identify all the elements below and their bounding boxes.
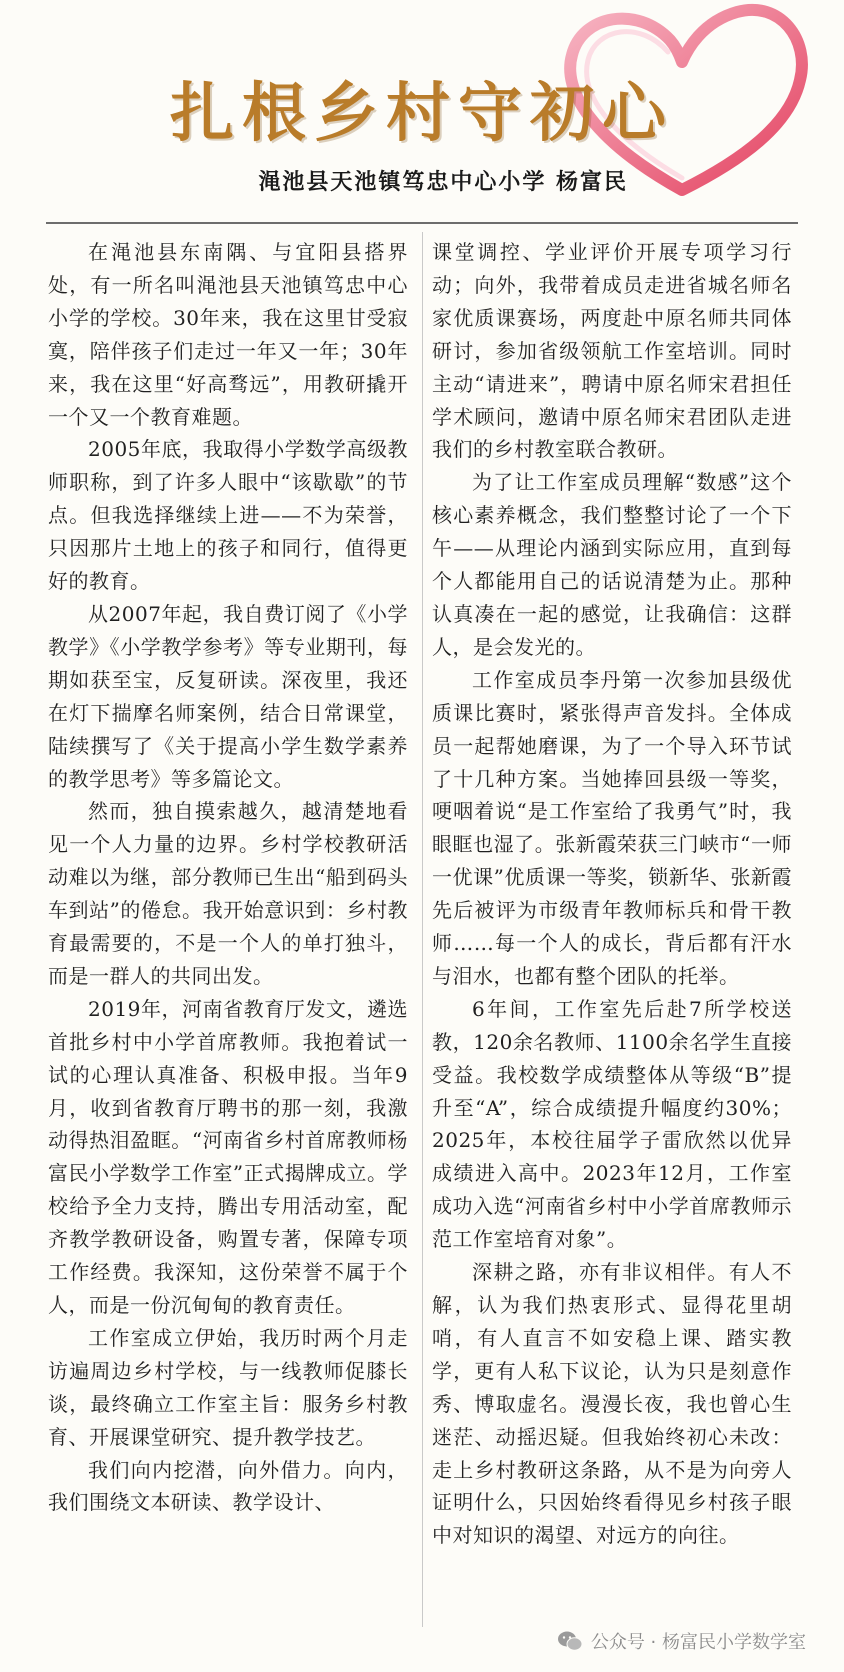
paragraph: 在渑池县东南隅、与宜阳县搭界处，有一所名叫渑池县天池镇笃忠中心小学的学校。30年来，我在这里甘受寂寞，陪伴孩子们走过一年又一年；30年来，我在这里“好高骛远”，用教研撬开一个又一个教育难题。 — [48, 240, 408, 429]
paragraph: 为了让工作室成员理解“数感”这个核心素养概念，我们整整讨论了一个下午——从理论内涵到实际应用，直到每个人都能用自己的话说清楚为止。那种认真凑在一起的感觉，让我确信：这群人，是会发光的。 — [432, 470, 792, 659]
paragraph: 工作室成立伊始，我历时两个月走访遍周边乡村学校，与一线教师促膝长谈，最终确立工作室主旨：服务乡村教育、开展课堂研究、提升教学技艺。 — [48, 1325, 408, 1449]
paragraph: 工作室成员李丹第一次参加县级优质课比赛时，紧张得声音发抖。全体成员一起帮她磨课，为了一个导入环节试了十几种方案。当她捧回县级一等奖，哽咽着说“是工作室给了我勇气”时，我眼眶也湿了。张新霞荣获三门峡市“一师一优课”优质课一等奖，锁新华、张新霞先后被评为市级青年教师标兵和骨干教师……每一个人的成长，背后都有汗水与泪水，也都有整个团队的托举。 — [432, 667, 792, 988]
paragraph-continued: 课堂调控、学业评价开展专项学习行动；向外，我带着成员走进省城名师名家优质课赛场，两度赴中原名师共同体研讨，参加省级领航工作室培训。同时主动“请进来”，聘请中原名师宋君担任学术顾问，邀请中原名师宋君团队走进我们的乡村教室联合教研。 — [432, 240, 792, 462]
paragraph: 2019年，河南省教育厅发文，遴选首批乡村中小学首席教师。我抱着试一试的心理认真准备、积极申报。当年9月，收到省教育厅聘书的那一刻，我激动得热泪盈眶。“河南省乡村首席教师杨富民小学数学工作室”正式揭牌成立。学校给予全力支持，腾出专用活动室，配齐教学教研设备，购置专著，保障专项工作经费。我深知，这份荣誉不属于个人，而是一份沉甸甸的教育责任。 — [48, 996, 408, 1317]
watermark-text: 公众号 · 杨富民小学数学室 — [590, 1632, 806, 1653]
paragraph: 2005年底，我取得小学数学高级教师职称，到了许多人眼中“该歇歇”的节点。但我选择继续上进——不为荣誉，只因那片土地上的孩子和同行，值得更好的教育。 — [48, 437, 408, 594]
paragraph: 深耕之路，亦有非议相伴。有人不解，认为我们热衷形式、显得花里胡哨，有人直言不如安稳上课、踏实教学，更有人私下议论，认为只是刻意作秀、博取虚名。漫漫长夜，我也曾心生迷茫、动摇迟疑。但我始终初心未改：走上乡村教研这条路，从不是为向旁人证明什么，只因始终看得见乡村孩子眼中对知识的渴望、对远方的向往。 — [432, 1260, 792, 1548]
article-title: 扎根乡村守初心 — [170, 77, 674, 151]
wechat-icon — [557, 1630, 583, 1652]
paragraph: 6年间，工作室先后赴7所学校送教，120余名教师、1100余名学生直接受益。我校数学成绩整体从等级“B”提升至“A”，综合成绩提升幅度约30%；2025年，本校往届学子雷欣然以优异成绩进入高中。2023年12月，工作室成功入选“河南省乡村中小学首席教师示范工作室培育对象”。 — [432, 996, 792, 1252]
watermark — [557, 1628, 806, 1654]
paragraph: 然而，独自摸索越久，越清楚地看见一个人力量的边界。乡村学校教研活动难以为继，部分教师已生出“船到码头车到站”的倦怠。我开始意识到：乡村教育最需要的，不是一个人的单打独斗，而是一群人的共同出发。 — [48, 799, 408, 988]
paragraph: 我们向内挖潜，向外借力。向内，我们围绕文本研读、教学设计、 — [48, 1457, 408, 1515]
column-divider — [422, 232, 423, 1627]
left-column — [48, 236, 408, 1519]
paragraph: 从2007年起，我自费订阅了《小学教学》《小学教学参考》等专业期刊，每期如获至宝，反复研读。深夜里，我还在灯下揣摩名师案例，结合日常课堂，陆续撰写了《关于提高小学生数学素养的教学思考》等多篇论文。 — [48, 601, 408, 791]
right-column — [432, 236, 792, 1552]
author-byline: 渑池县天池镇笃忠中心小学 杨富民 — [258, 170, 628, 195]
header-rule — [46, 222, 798, 224]
